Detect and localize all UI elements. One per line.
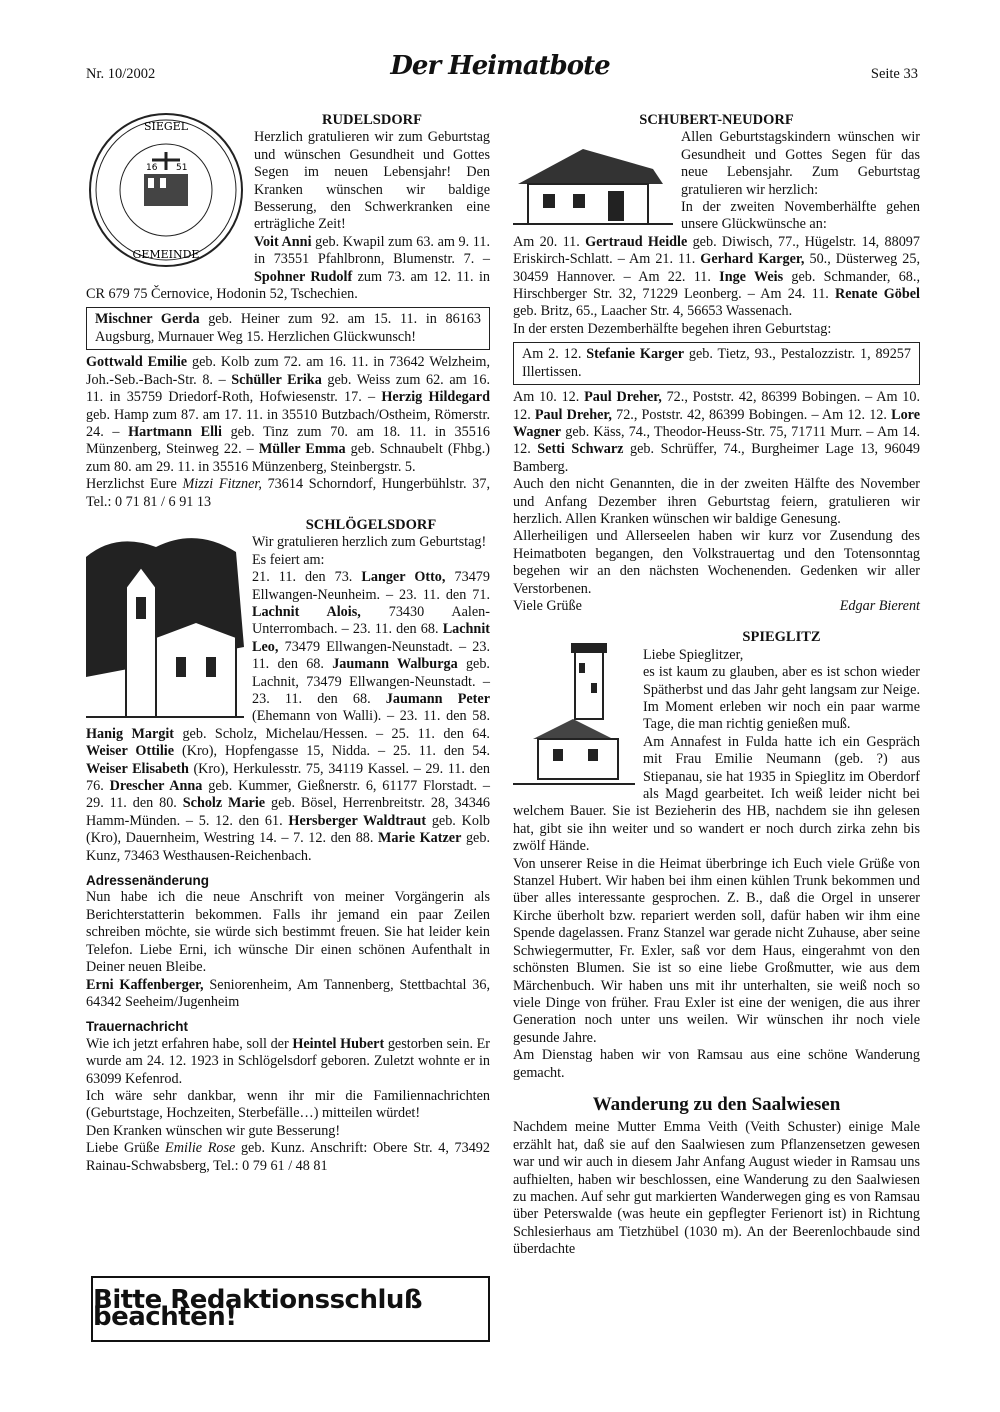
schloegelsdorf-intro2: Es feiert am: — [252, 551, 325, 568]
issue-number: Nr. 10/2002 — [86, 66, 156, 82]
schubert-para2: Auch den nicht Genannten, die in der zweiten Hälfte des November und Anfang Dezember ihren Geburtstag feiern, gratulieren wir herzlich. Allen Kranken wünschen wir baldige Genesung. — [513, 476, 920, 527]
left-column — [86, 112, 490, 1175]
wanderung-section — [513, 1093, 920, 1259]
svg-text:16: 16 — [146, 163, 158, 173]
rudelsdorf-section — [86, 112, 490, 511]
spieglitz-title: SPIEGLITZ — [742, 629, 821, 646]
schloegelsdorf-intro: Wir gratulieren herzlich zum Geburtstag! — [252, 534, 487, 551]
trauer-text: Wie ich jetzt erfahren habe, soll der Heintel Hubert gestorben sein. Er wurde am 24. 12. 1923 in Schlögelsdorf geboren. Zuletzt wohnte er in 63099 Kefenrod. — [86, 1035, 491, 1087]
adress-section — [86, 872, 490, 1011]
adress-title: Adressenänderung — [86, 873, 210, 889]
schubert-para3: Allerheiligen und Allerseelen haben wir kurz vor Zusendung des Heimatboten begangen, den Volkstrauertag und den Totensonntag begehen wir an den nächsten Wochenenden. Gedenken wir aller Verstorbenen. — [513, 528, 920, 597]
mischner-box: Mischner Gerda geb. Heiner zum 92. am 15. 11. in 86163 Augsburg, Murnauer Weg 15. Herzlichen Glückwunsch! — [86, 307, 490, 350]
schubert-signature: Viele Grüße Edgar Bierent — [513, 597, 920, 614]
trauer-sign: Liebe Grüße Emilie Rose geb. Kunz. Anschrift: Obere Str. 4, 73492 Rainau-Schwabsberg, Tel.: 0 79 61 / 48 81 — [86, 1140, 490, 1174]
trauer-title: Trauernachricht — [86, 1019, 189, 1035]
schubert-list1: Am 20. 11. Gertraud Heidle geb. Diwisch, 77., Hügelstr. 14, 88097 Eriskirch-Schlatt. – Am 21. 11. Gerhard Karger, 50., Düsterweg 25, 30459 Hannover. – Am 22. 11. Inge Weis geb. Schmander, 68., Hirschberger Str. 32, 71229 Leonberg. – Am 24. 11. Renate Göbel geb. Britz, 65., Laacher Str. 4, 56653 Wassenach. — [513, 233, 921, 320]
svg-text:SIEGEL: SIEGEL — [143, 120, 189, 133]
trauer-request: Ich wäre sehr dankbar, wenn ihr mir die Familiennachrichten (Geburtstage, Hochzeiten, Sterbefälle…) mitteilen würdet! — [86, 1087, 490, 1122]
adress-text: Nun habe ich die neue Anschrift von meiner Vorgängerin als Berichterstatterin bekommen. Falls ihr jemand ein paar Zeilen schreiben möchte, sie würde sich bestimmt freuen. Sie hat leider kein Telefon. Liebe Erni, ich wünsche Dir einen schönen Aufenthalt in Deiner neuen Bleibe. — [86, 889, 490, 976]
house-image — [513, 129, 673, 229]
spieglitz-greeting: Liebe Spieglitzer, — [643, 646, 744, 663]
masthead-logo: Der Heimatbote — [390, 51, 610, 81]
schubert-intro: Allen Geburtstagskindern wünschen wir Gesundheit und Gottes Segen für das neue Lebensjahr. Zum Geburtstag gratulieren wir herzlich: — [681, 129, 920, 198]
rudelsdorf-intro: Herzlich gratulieren wir zum Geburtstag und wünschen Gesundheit und Gottes Segen im neuen Lebensjahr! Den Kranken wünschen wir baldige Besserung, den Schwerkranken eine erträgliche Zeit! — [254, 129, 490, 233]
spieglitz-section — [513, 629, 920, 1082]
schubert-title: SCHUBERT-NEUDORF — [639, 112, 794, 128]
page-number: Seite 33 — [870, 66, 918, 82]
schubert-list2: Am 10. 12. Paul Dreher, 72., Poststr. 42, 86399 Bobingen. – Am 10. 12. Paul Dreher, 72., Poststr. 42, 86399 Bobingen. – Am 12. 12. Lore Wagner geb. Käss, 74., Theodor-Heuss-Str. 75, 71711 Murr. – Am 14. 12. Setti Schwarz geb. Schrüffer, 74., Burgheimer Lage 13, 96049 Bamberg. — [513, 389, 921, 475]
wanderung-text: Nachdem meine Mutter Emma Veith (Veith Schuster) einige Male erzählt hat, daß sie auf den Saalwiesen zum Pflanzensetzen gewesen war und wir auch in diesem Jahr Anfang August wieder in Ramsau uns aufhielten, haben wir beschlossen, eine Wanderung zu den Saalwiesen zu machen. Auf sehr gut markierten Wanderwegen ging es von Ramsau über Peterswalde (was heute ein gepflegter Ferienort ist) in Richtung Schlesierhaus am Tietzhübel (1030 m). An der Beerenlochbaude sind überdachte — [513, 1119, 920, 1258]
trauer-wish: Den Kranken wünschen wir gute Besserung! — [86, 1122, 341, 1139]
schubert-section — [513, 112, 920, 615]
rudelsdorf-entries: Voit Anni geb. Kwapil zum 63. am 9. 11. in 73551 Pfahlbronn, Blumenstr. 7. – Spohner Rudolf zum 73. am 12. 11. in CR 679 75 Černovice, Hodonin 52, Tschechien. — [86, 233, 491, 303]
schloegelsdorf-title: SCHLÖGELSDORF — [305, 516, 437, 533]
trauer-section — [86, 1018, 490, 1175]
deadline-banner: Bitte Redaktionsschluß beachten! — [91, 1276, 490, 1342]
rudelsdorf-closing: Herzlichst Eure Mizzi Fitzner, 73614 Schorndorf, Hungerbühlstr. 37, Tel.: 0 71 81 / 6 91 13 — [86, 476, 490, 510]
schubert-dec-intro: In der ersten Dezemberhälfte begehen ihren Geburtstag: — [513, 320, 832, 337]
tower-image — [513, 629, 635, 799]
rudelsdorf-seal-image — [86, 112, 246, 282]
church-image — [86, 527, 244, 723]
rudelsdorf-list: Gottwald Emilie geb. Kolb zum 72. am 16. 11. in 73642 Welzheim, Joh.-Seb.-Bach-Str. 8. – Schüller Erika geb. Weiss zum 62. am 16. 11. in 35759 Driedorf-Roth, Hofwiesenstr. 17. – Herzig Hildegard geb. Hamp zum 87. am 17. 11. in 35510 Butzbach/Ostheim, Römerstr. 24. – Hartmann Elli geb. Tinz zum 70. am 18. 11. in 35516 Münzenberg, Steinweg 22. – Müller Emma geb. Schnaubelt (Fhbg.) zum 80. am 29. 11. in 35516 Münzenberg, Steinbergstr. 5. — [86, 354, 491, 475]
spieglitz-para2: Am Annafest in Fulda hatte ich ein Gespräch mit Frau Emilie Neumann (geb. ?) aus Stiepanau, sie hat 1935 in Spieglitz im Oberdorf als Magd gearbeitet. Ich weiß leider nicht bei welchem Bauer. Sie ist Bezieherin des HB, nachdem sie ihn gelesen hat, gibt sie ihn weiter und so wandert er noch durch zirka zehn bis zwölf Hände. — [513, 733, 920, 855]
schubert-intro2: In der zweiten Novemberhälfte gehen unsere Glückwünsche an: — [681, 199, 920, 233]
schloegelsdorf-section — [86, 517, 490, 865]
svg-text:GEMEINDE: GEMEINDE — [132, 248, 200, 261]
wanderung-title: Wanderung zu den Saalwiesen — [592, 1093, 841, 1115]
spieglitz-para3: Von unserer Reise in die Heimat überbringe ich Euch viele Grüße von Stanzel Hubert. Wir haben bei ihm einen kühlen Trunk bekommen und über alles interessante gesprochen. Z. B., daß die Orgel in unserer Kirche überholt bzw. repariert werden soll, dafür haben wir ihm eine Spende dagelassen. Franz Stanzel war gerade nicht Zuhause, aber seine Schwiegermutter, Fr. Exler, saß vor dem Haus, eingerahmt von den schönsten Blumen. Sie ist so eine liebe Großmutter, wie aus dem Märchenbuch. Wir haben uns mit ihr unterhalten, sie weiß noch so viele Dinge von früher. Frau Exler ist eine der wenigen, die aus ihrer Generation noch unter uns weilen. Wir wünschen ihr noch viele gesunde Jahre. — [513, 855, 920, 1046]
right-column — [513, 112, 920, 1259]
rudelsdorf-title: RUDELSDORF — [322, 112, 422, 128]
adress-contact: Erni Kaffenberger, Seniorenheim, Am Tannenberg, Stettbachtal 36, 64342 Seeheim/Jugenheim — [86, 976, 490, 1010]
spieglitz-para1: es ist kaum zu glauben, aber es ist schon wieder Spätherbst und das Jahr geht langsam zur Neige. Im Moment erleben wir noch ein paar warme Tage, die man richtig genießen muß. — [643, 664, 920, 733]
svg-text:51: 51 — [176, 163, 188, 173]
karger-box: Am 2. 12. Stefanie Karger geb. Tietz, 93., Pestalozzistr. 1, 89257 Illertissen. — [513, 342, 920, 385]
schloegelsdorf-list: 21. 11. den 73. Langer Otto, 73479 Ellwangen-Neunheim. – 23. 11. den 71. Lachnit Alois, 73430 Aalen-Unterrombach. – 23. 11. den 68. Lachnit Leo, 73479 Ellwangen-Neunstadt. – 23. 11. den 68. Jaumann Walburga geb. Lachnit, 73479 Ellwangen-Neunstadt. – 23. 11. den 68. Jaumann Peter (Ehemann von Walli). – 23. 11. den 58. Hanig Margit geb. Scholz, Michelau/Hessen. – 25. 11. den 64. Weiser Ottilie (Kro), Hopfengasse 15, Nidda. – 25. 11. den 54. Weiser Elisabeth (Kro), Herkulesstr. 75, 34119 Kassel. – 29. 11. den 76. Drescher Anna geb. Kummer, Gießnerstr. 6, 61177 Florstadt. – 29. 11. den 80. Scholz Marie geb. Bösel, Herrenbreitstr. 28, 34346 Hamm-Münden. – 5. 12. den 61. Hersberger Waldtraut geb. Kolb (Kro), Dauernheim, Westring 14. – 7. 12. den 88. Marie Katzer geb. Kunz, 73463 Westhausen-Reichenbach. — [86, 569, 491, 864]
spieglitz-para4: Am Dienstag haben wir von Ramsau aus eine schöne Wanderung gemacht. — [513, 1047, 920, 1081]
